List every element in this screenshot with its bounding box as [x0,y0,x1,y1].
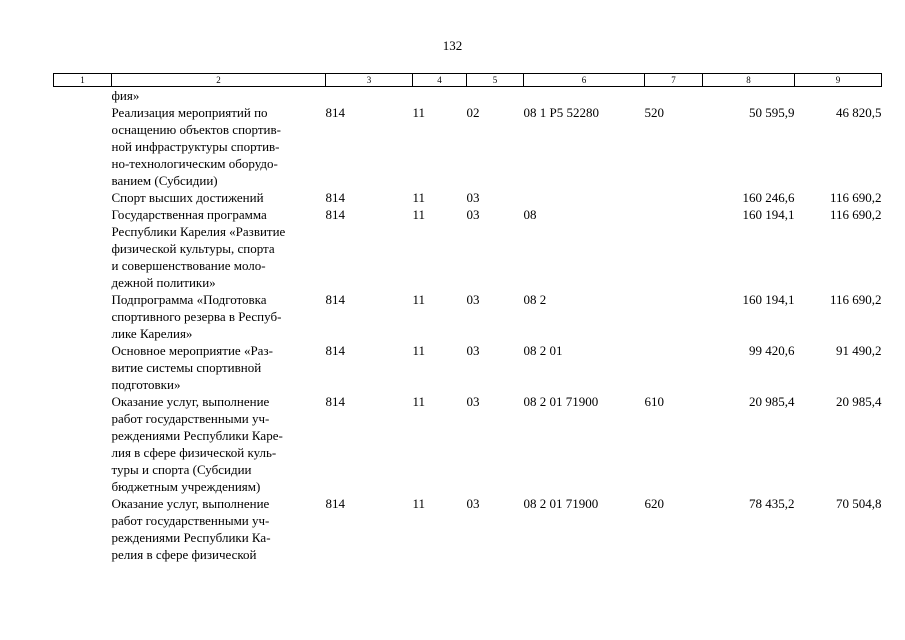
cell-amount-year-2: 116 690,2 [829,190,882,205]
cell-name-line: лике Карелия» [111,326,193,341]
cell-amount-year-2: 91 490,2 [836,343,882,358]
cell-name-line: Государственная программа [111,207,267,222]
cell-amount-year-1: 160 194,1 [742,292,795,307]
cell-ministry-code [326,87,413,105]
cell-name-line: Оказание услуг, выполнение [111,496,270,511]
budget-table [53,73,882,563]
cell-number [54,189,112,206]
cell-expense-type: 610 [644,394,664,409]
cell-subsection: 03 [466,343,480,358]
column-number: 2 [112,74,326,87]
cell-number [54,393,112,495]
cell-subsection: 02 [466,105,480,120]
cell-ministry-code: 814 [325,105,345,120]
cell-name-line: релия в сфере физической [111,547,257,562]
cell-name-line: реждениями Республики Каре- [111,428,283,443]
column-number: 9 [795,74,882,87]
cell-name-line: ной инфраструктуры спортив- [111,139,280,154]
cell-number [54,291,112,342]
cell-name-line: работ государственными уч- [111,411,270,426]
cell-target-article [524,87,645,105]
cell-amount-year-2: 46 820,5 [836,105,882,120]
cell-name [112,342,326,393]
page-number: 132 [442,38,463,53]
cell-section: 11 [412,496,426,511]
cell-name-line: фия» [111,88,140,103]
cell-number [54,206,112,291]
column-number: 7 [645,74,703,87]
cell-name-line: физической культуры, спорта [111,241,275,256]
cell-subsection: 03 [466,496,480,511]
cell-expense-type [645,342,703,393]
cell-name-line: Республики Карелия «Развитие [111,224,286,239]
cell-name-line: лия в сфере физической куль- [111,445,277,460]
cell-expense-type [645,206,703,291]
cell-amount-year-2: 116 690,2 [829,207,882,222]
cell-target-article: 08 1 P5 52280 [523,105,599,120]
table-row [54,87,882,105]
cell-subsection: 03 [466,394,480,409]
cell-amount-year-2 [795,87,882,105]
table-row [54,104,882,189]
cell-name [112,393,326,495]
table-row [54,393,882,495]
cell-amount-year-1: 20 985,4 [749,394,795,409]
column-number: 3 [326,74,413,87]
cell-number [54,342,112,393]
cell-name [112,104,326,189]
cell-expense-type [645,291,703,342]
cell-ministry-code: 814 [325,343,345,358]
cell-name-line: Основное мероприятие «Раз- [111,343,273,358]
table-row [54,189,882,206]
cell-expense-type [645,87,703,105]
cell-name-line: работ государственными уч- [111,513,270,528]
cell-section: 11 [412,394,426,409]
cell-name-line: Подпрограмма «Подготовка [111,292,267,307]
cell-name [112,495,326,563]
cell-name-line: Реализация мероприятий по [111,105,268,120]
cell-amount-year-2: 116 690,2 [829,292,882,307]
column-number: 4 [413,74,467,87]
cell-name [112,206,326,291]
cell-section: 11 [412,292,426,307]
cell-target-article: 08 2 01 [523,343,563,358]
cell-name-line: витие системы спортивной [111,360,262,375]
cell-expense-type: 520 [644,105,664,120]
cell-name-line: но-технологическим оборудо- [111,156,278,171]
cell-name-line: ванием (Субсидии) [111,173,218,188]
cell-amount-year-1: 160 246,6 [742,190,795,205]
cell-number [54,87,112,105]
cell-name [112,291,326,342]
cell-name-line: подготовки» [111,377,181,392]
cell-target-article: 08 2 01 71900 [523,496,599,511]
cell-ministry-code: 814 [325,292,345,307]
cell-number [54,104,112,189]
column-number-row [54,74,882,87]
cell-amount-year-1: 50 595,9 [749,105,795,120]
cell-name-line: реждениями Республики Ка- [111,530,271,545]
cell-name-line: дежной политики» [111,275,216,290]
table-body [54,87,882,564]
cell-amount-year-1: 160 194,1 [742,207,795,222]
cell-name-line: и совершенствование моло- [111,258,266,273]
cell-section: 11 [412,190,426,205]
cell-name-line: туры и спорта (Субсидии [111,462,252,477]
table-row [54,342,882,393]
cell-section: 11 [412,343,426,358]
cell-ministry-code: 814 [325,190,345,205]
cell-target-article: 08 2 [523,292,547,307]
cell-subsection [467,87,524,105]
column-number: 1 [54,74,112,87]
cell-name-line: бюджетным учреждениям) [111,479,261,494]
cell-amount-year-1 [703,87,795,105]
cell-name-line: спортивного резерва в Респуб- [111,309,282,324]
column-number: 8 [703,74,795,87]
cell-target-article: 08 [523,207,537,222]
cell-expense-type [645,189,703,206]
cell-name-line: оснащению объектов спортив- [111,122,281,137]
cell-name-line: Спорт высших достижений [111,190,264,205]
cell-section: 11 [412,207,426,222]
cell-subsection: 03 [466,292,480,307]
table-row [54,495,882,563]
cell-target-article: 08 2 01 71900 [523,394,599,409]
cell-amount-year-1: 99 420,6 [749,343,795,358]
cell-subsection: 03 [466,190,480,205]
cell-expense-type: 620 [644,496,664,511]
cell-amount-year-1: 78 435,2 [749,496,795,511]
cell-name-line: Оказание услуг, выполнение [111,394,270,409]
cell-amount-year-2: 20 985,4 [836,394,882,409]
cell-name [112,189,326,206]
column-number: 6 [524,74,645,87]
cell-number [54,495,112,563]
cell-ministry-code: 814 [325,394,345,409]
cell-subsection: 03 [466,207,480,222]
cell-ministry-code: 814 [325,496,345,511]
cell-target-article [524,189,645,206]
column-number: 5 [467,74,524,87]
cell-amount-year-2: 70 504,8 [836,496,882,511]
table-row [54,206,882,291]
cell-section: 11 [412,105,426,120]
table-row [54,291,882,342]
cell-name [112,87,326,105]
cell-ministry-code: 814 [325,207,345,222]
cell-section [413,87,467,105]
